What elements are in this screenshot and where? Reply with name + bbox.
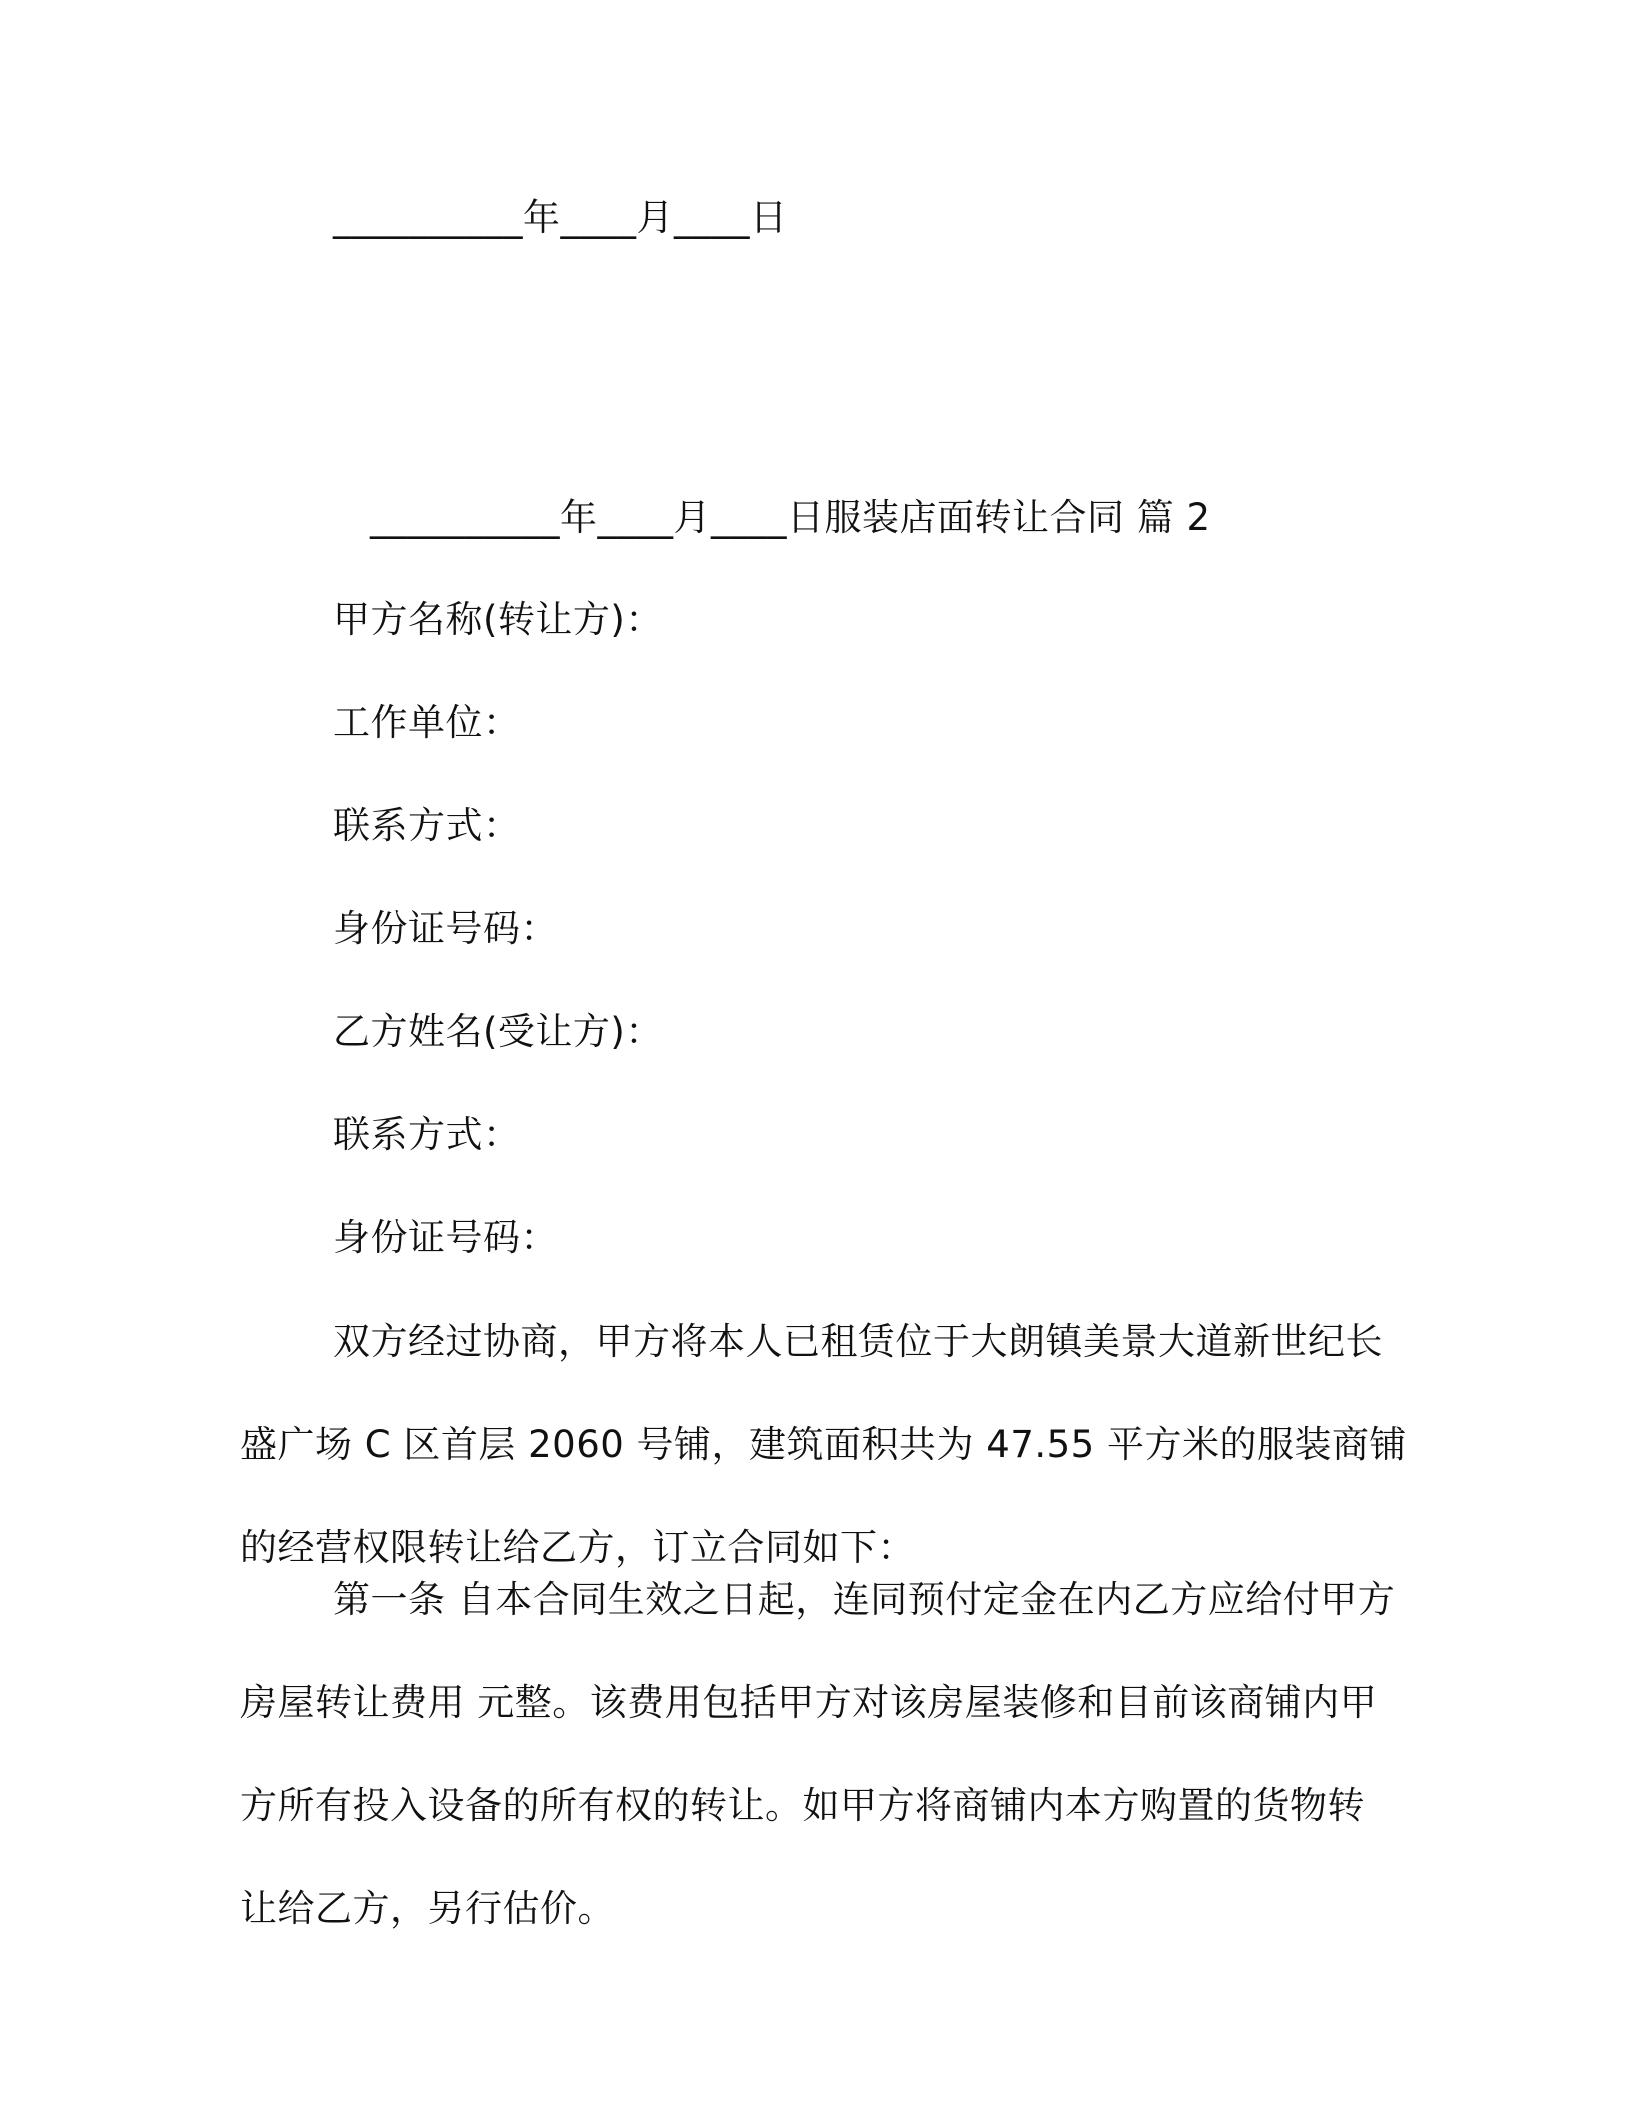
party-b-id-field: 身份证号码： [333, 1216, 558, 1259]
contract-title: __________年____月____日服装店面转让合同 篇 2 [370, 496, 1211, 539]
paragraph-line: 房屋转让费用 元整。该费用包括甲方对该房屋装修和目前该商铺内甲 [240, 1681, 1378, 1724]
paragraph-line: 第一条 自本合同生效之日起，连同预付定金在内乙方应给付甲方 [333, 1578, 1396, 1621]
paragraph-line: 方所有投入设备的所有权的转让。如甲方将商铺内本方购置的货物转 [240, 1784, 1365, 1827]
party-a-employer-field: 工作单位： [333, 701, 521, 744]
paragraph-line: 盛广场 C 区首层 2060 号铺，建筑面积共为 47.55 平方米的服装商铺 [240, 1423, 1407, 1466]
party-b-name-field: 乙方姓名(受让方)： [333, 1010, 663, 1053]
paragraph-line: 双方经过协商，甲方将本人已租赁位于大朗镇美景大道新世纪长 [333, 1320, 1383, 1363]
party-a-id-field: 身份证号码： [333, 907, 558, 950]
header-date: __________年____月____日 [333, 196, 788, 239]
party-b-contact-field: 联系方式： [333, 1113, 521, 1156]
paragraph-line: 的经营权限转让给乙方，订立合同如下： [240, 1526, 915, 1569]
article-one-paragraph [240, 1548, 1396, 1960]
party-a-contact-field: 联系方式： [333, 804, 521, 847]
paragraph-line: 让给乙方，另行估价。 [240, 1887, 615, 1930]
party-a-name-field: 甲方名称(转让方)： [333, 598, 663, 641]
